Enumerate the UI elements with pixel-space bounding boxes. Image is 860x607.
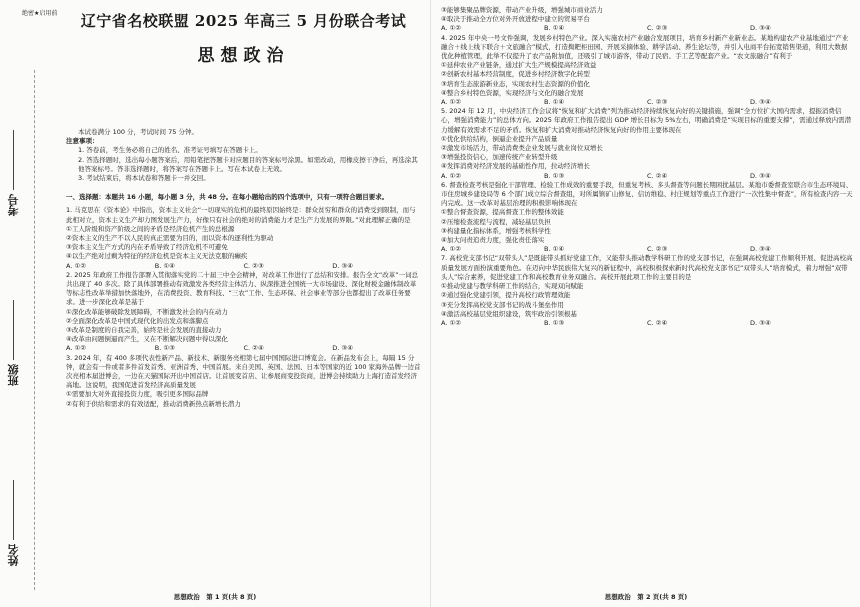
option: ①延伸农业产业链条，通过扩大生产规模提高经济效益: [441, 61, 597, 70]
choice-a: A. ①②: [441, 98, 462, 107]
option: ③培育生态旅游新业态，实现农村生态资源的价值化: [441, 79, 590, 88]
page2-content: [441, 0, 853, 328]
option: ④整合乡村特色资源，实现经济与文化的融合发展: [441, 88, 584, 97]
option: ②创新农村基本经营制度，促进乡村经济数字化转型: [441, 70, 590, 79]
option: ①推动党建与教学科研工作的结合，实现双向赋能: [441, 282, 584, 291]
option: ①需要加大对外直接投资力度，吸引更多国际品牌: [66, 390, 209, 399]
choice-b: B. ①③: [544, 318, 565, 327]
answer-choices: [441, 319, 853, 328]
choice-b: B. ①④: [544, 24, 565, 33]
question-4: [441, 34, 853, 108]
page1-content: [66, 0, 421, 409]
section-heading: 一、选择题：本题共 16 小题，每小题 3 分，共 48 分。在每小题给出的四个选项中，只有一项符合题目要求。: [66, 193, 389, 202]
answer-choices: [66, 344, 421, 353]
choice-a: A. ①②: [441, 245, 462, 254]
question-stem: 6. 督查检查考核是强化干部管理、检验工作成效的重要手段，但重复考核、多头督查等问题长期困扰基层。某地市委督查室联合市生态环境局、市住房城乡建设局等 6 个部门成立综合督查组，对所属镇矿山修复、信访维稳、村庄规划等重点工作进行“一次性集中督查”，所有检查内容一天内完成。这一改革对基层治理的积极影响体现在: [441, 180, 853, 208]
page-footer: 思想政治 第 1 页(共 8 页): [173, 593, 257, 601]
exam-title: 辽宁省名校联盟 2025 年高三 5 月份联合考试: [80, 12, 407, 30]
option: ②全面深化改革是中国式现代化的出发点和落脚点: [66, 316, 209, 325]
answer-choices: [66, 262, 421, 271]
choice-b: B. ①④: [544, 98, 565, 107]
choice-a: A. ①②: [441, 171, 462, 180]
option: ③构建量化指标体系，增强考核科学性: [441, 226, 551, 235]
option: ①深化改革能够破除发展障碍，不断激发社会的内在动力: [66, 307, 228, 316]
choice-d: D. ③④: [750, 171, 771, 180]
choice-a: A. ①②: [66, 261, 87, 270]
binding-margin: [0, 0, 64, 607]
question-5: [441, 107, 853, 181]
choice-d: D. ③④: [332, 261, 354, 270]
option: ①整合督查资源，提高督查工作的整体效能: [441, 208, 564, 217]
question-3-continued: [441, 6, 853, 34]
question-stem: 4. 2025 年中央一号文件强调，发展乡村特色产业。深入实施农村产业融合发展项目，培育乡村新产业新业态。某地构建农产业基地通过“产业融合＋线上线下联合＋文旅融合”模式，打造掏耙柜田园、开展采摘体验、耕学活动、养生论坛等，并引入电商平台拓宽销售渠道，利用大数据优化种植管理，此举不仅提升了农产品附加值，还吸引了城市游客，带动了民宿、手工艺等配套产业。“农文旅融合”有利于: [441, 33, 849, 61]
option: ④取决于推动全方位对外开放进程中建立的贸易平台: [441, 15, 590, 24]
margin-label-class: 班级: [6, 300, 28, 386]
choice-c: C. ②③: [243, 261, 264, 270]
margin-label-exam-number: 考号: [6, 130, 28, 216]
notes-heading: 注意事项：: [66, 137, 99, 146]
choice-d: D. ③④: [750, 24, 771, 33]
option: ②激发市场活力，带动消费类企业发展与就业岗位双增长: [441, 144, 603, 153]
confidential-seal: 绝密★启用前: [22, 10, 58, 17]
answer-choices: [441, 24, 853, 33]
choice-c: C. ②③: [647, 245, 668, 254]
margin-label-name: 姓名: [6, 480, 28, 566]
choice-a: A. ①②: [441, 318, 462, 327]
question-stem: 7. 高校党支部书记“双带头人”是既能带头抓好党建工作，又能带头推动教学科研工作的党支部书记，在强调高校党建工作顺利开展、促进高校高质量发展方面扮演重要角色。在迈向中华民族伟大复兴的新征程中，高校积极探索新时代高校党支部书记“双带头人”培育模式，着力增强“双带头人”综合素养，促进党建工作和高校教育业务双融合。高校开展此项工作的主要目的是: [441, 254, 853, 281]
choice-b: B. ①④: [544, 245, 565, 254]
option: ④激活高校基层党组织建设，筑牢政治引领根基: [441, 309, 577, 318]
answer-choices: [441, 172, 853, 181]
choice-c: C. ②④: [647, 318, 668, 327]
option: ③充分发挥高校党支部书记的战斗堡垒作用: [441, 300, 564, 309]
choice-c: C. ②③: [647, 24, 668, 33]
question-2: [66, 271, 421, 354]
choice-c: C. ②④: [647, 171, 668, 180]
choice-c: C. ②③: [647, 98, 668, 107]
choice-a: A. ①②: [441, 24, 462, 33]
page-footer: 思想政治 第 2 页(共 8 页): [604, 593, 688, 601]
choice-c: C. ②④: [243, 344, 264, 353]
answer-choices: [441, 98, 853, 107]
option: ②压缩检查流程与流程，减轻基层负担: [441, 217, 551, 226]
choice-b: B. ①④: [154, 261, 175, 270]
option: ③资本主义生产方式的内在矛盾导致了经济危机不可避免: [66, 243, 228, 252]
note-item: 2. 答选择题时，选出每小题答案后，用铅笔把答题卡对应题目的答案标号涂黑。如需改动，用橡皮擦干净后，再选涂其他答案标号。答非选择题时，将答案写在答题卡上。写在本试卷上无效。: [78, 155, 418, 173]
option: ①工人阶级和资产阶级之间的矛盾是经济危机产生的总根源: [66, 224, 235, 233]
option: ③能够集聚品牌资源，带动产业升级，增强城市商业活力: [441, 6, 603, 14]
option: ④以生产绝对过剩为特征的经济危机是资本主义无法克服的癫疾: [66, 252, 248, 261]
question-stem: 2. 2025 年政府工作报告部署入贯彻落实党的二十届三中全会精神，对改革工作进行了总结和安排。报告全文“改革”一词总共出现了 40 多次。除了具体部署推动有效激发各类经营主体活力、纵深推进全国统一大市场建设、深化财税金融体制改革等标志性改革举措加快落地外，在消费投资、教育科技、“三农”工作、生态环保、社会事业等部分也都提出了改革任务要求。进一步深化改革是基于: [66, 270, 419, 307]
question-1: [66, 206, 421, 270]
option: ④加大问责追责力度，强化责任落实: [441, 236, 545, 245]
choice-d: D. ③④: [750, 318, 771, 327]
choice-d: D. ③④: [750, 98, 771, 107]
choice-a: A. ①②: [66, 344, 87, 353]
choice-b: B. ①③: [154, 344, 175, 353]
option: ④改革由问题倒逼而产生，又在不断解决问题中得以深化: [66, 335, 228, 344]
question-stem: 3. 2024 年，有 400 多项代表性新产品、新技术、新服务亮相第七届中国国际进口博览会。在新品发布会上，每隔 15 分钟，就会有一件或者多件首发首秀、亚洲首秀、中国首展。来自美国、英国、法国、日本等国家的近 100 家海外品牌一边首次亮相本届进博会，一边在天猫国际开出中国首店。让首展变首店、让参展商变投资商，进博会持续助力上海打造首发经济高地。这说明，我国促进首发经济高质量发展: [66, 353, 421, 390]
question-6: [441, 181, 853, 255]
exam-info: 本试卷满分 100 分，考试时间 75 分钟。: [78, 128, 198, 136]
option: ①优化供给结构，倒逼企业提升产品质量: [441, 134, 558, 143]
question-3: [66, 354, 421, 409]
option: ③增强投资信心，加速传统产业转型升级: [441, 153, 558, 162]
option: ②资本主义的生产不以人民的真正需要为目的，而以资本的逐利性为驱动: [66, 234, 274, 243]
binding-dashed-line: [34, 70, 35, 590]
option: ④发挥消费对经济发展的基础性作用，拉动经济增长: [441, 162, 590, 171]
exam-page-2: [430, 0, 860, 607]
question-7: [441, 254, 853, 328]
subject-title: 思想政治: [197, 46, 290, 66]
option: ②有利于供给和需求的有效适配，推动消费新热点新增长潜力: [66, 399, 241, 408]
note-item: 1. 答卷前，考生务必将自己的姓名、准考证号填写在答题卡上。: [78, 146, 262, 155]
question-stem: 5. 2024 年 12 月，中央经济工作会议将“恢复和扩大消费”列为推动经济持续恢复向好的关键措施，强调“全方位扩大国内需求，提振消费信心，增强消费能力”的总体方向。2025 年政府工作报告提出 GDP 增长目标为 5%左右，明确消费是“实现目标的重要支撑”，需通过释放内需潜力缓解有效需求不足的矛盾。恢复和扩大消费对推动经济恢复向好的作用主要体现在: [441, 107, 852, 134]
choice-d: D. ③④: [750, 245, 771, 254]
option: ③改革是制度的自我完善，始终是社会发展的直接动力: [66, 326, 222, 335]
choice-b: B. ①③: [544, 171, 565, 180]
question-stem: 1. 马克思在《资本论》中指出，资本主义社会“一切现实的危机的最终原因始终是：群众贫穷和群众的消费受到限制，而与此相对立，资本主义生产却力图发展生产力，好像只有社会的绝对的消费能力才是生产力发展的界限。”对此理解正确的是: [66, 206, 416, 224]
choice-d: D. ③④: [332, 344, 354, 353]
option: ②通过强化党建引领，提升高校行政管理效能: [441, 291, 571, 300]
note-item: 3. 考试结束后，将本试卷和答题卡一并交回。: [78, 174, 210, 183]
